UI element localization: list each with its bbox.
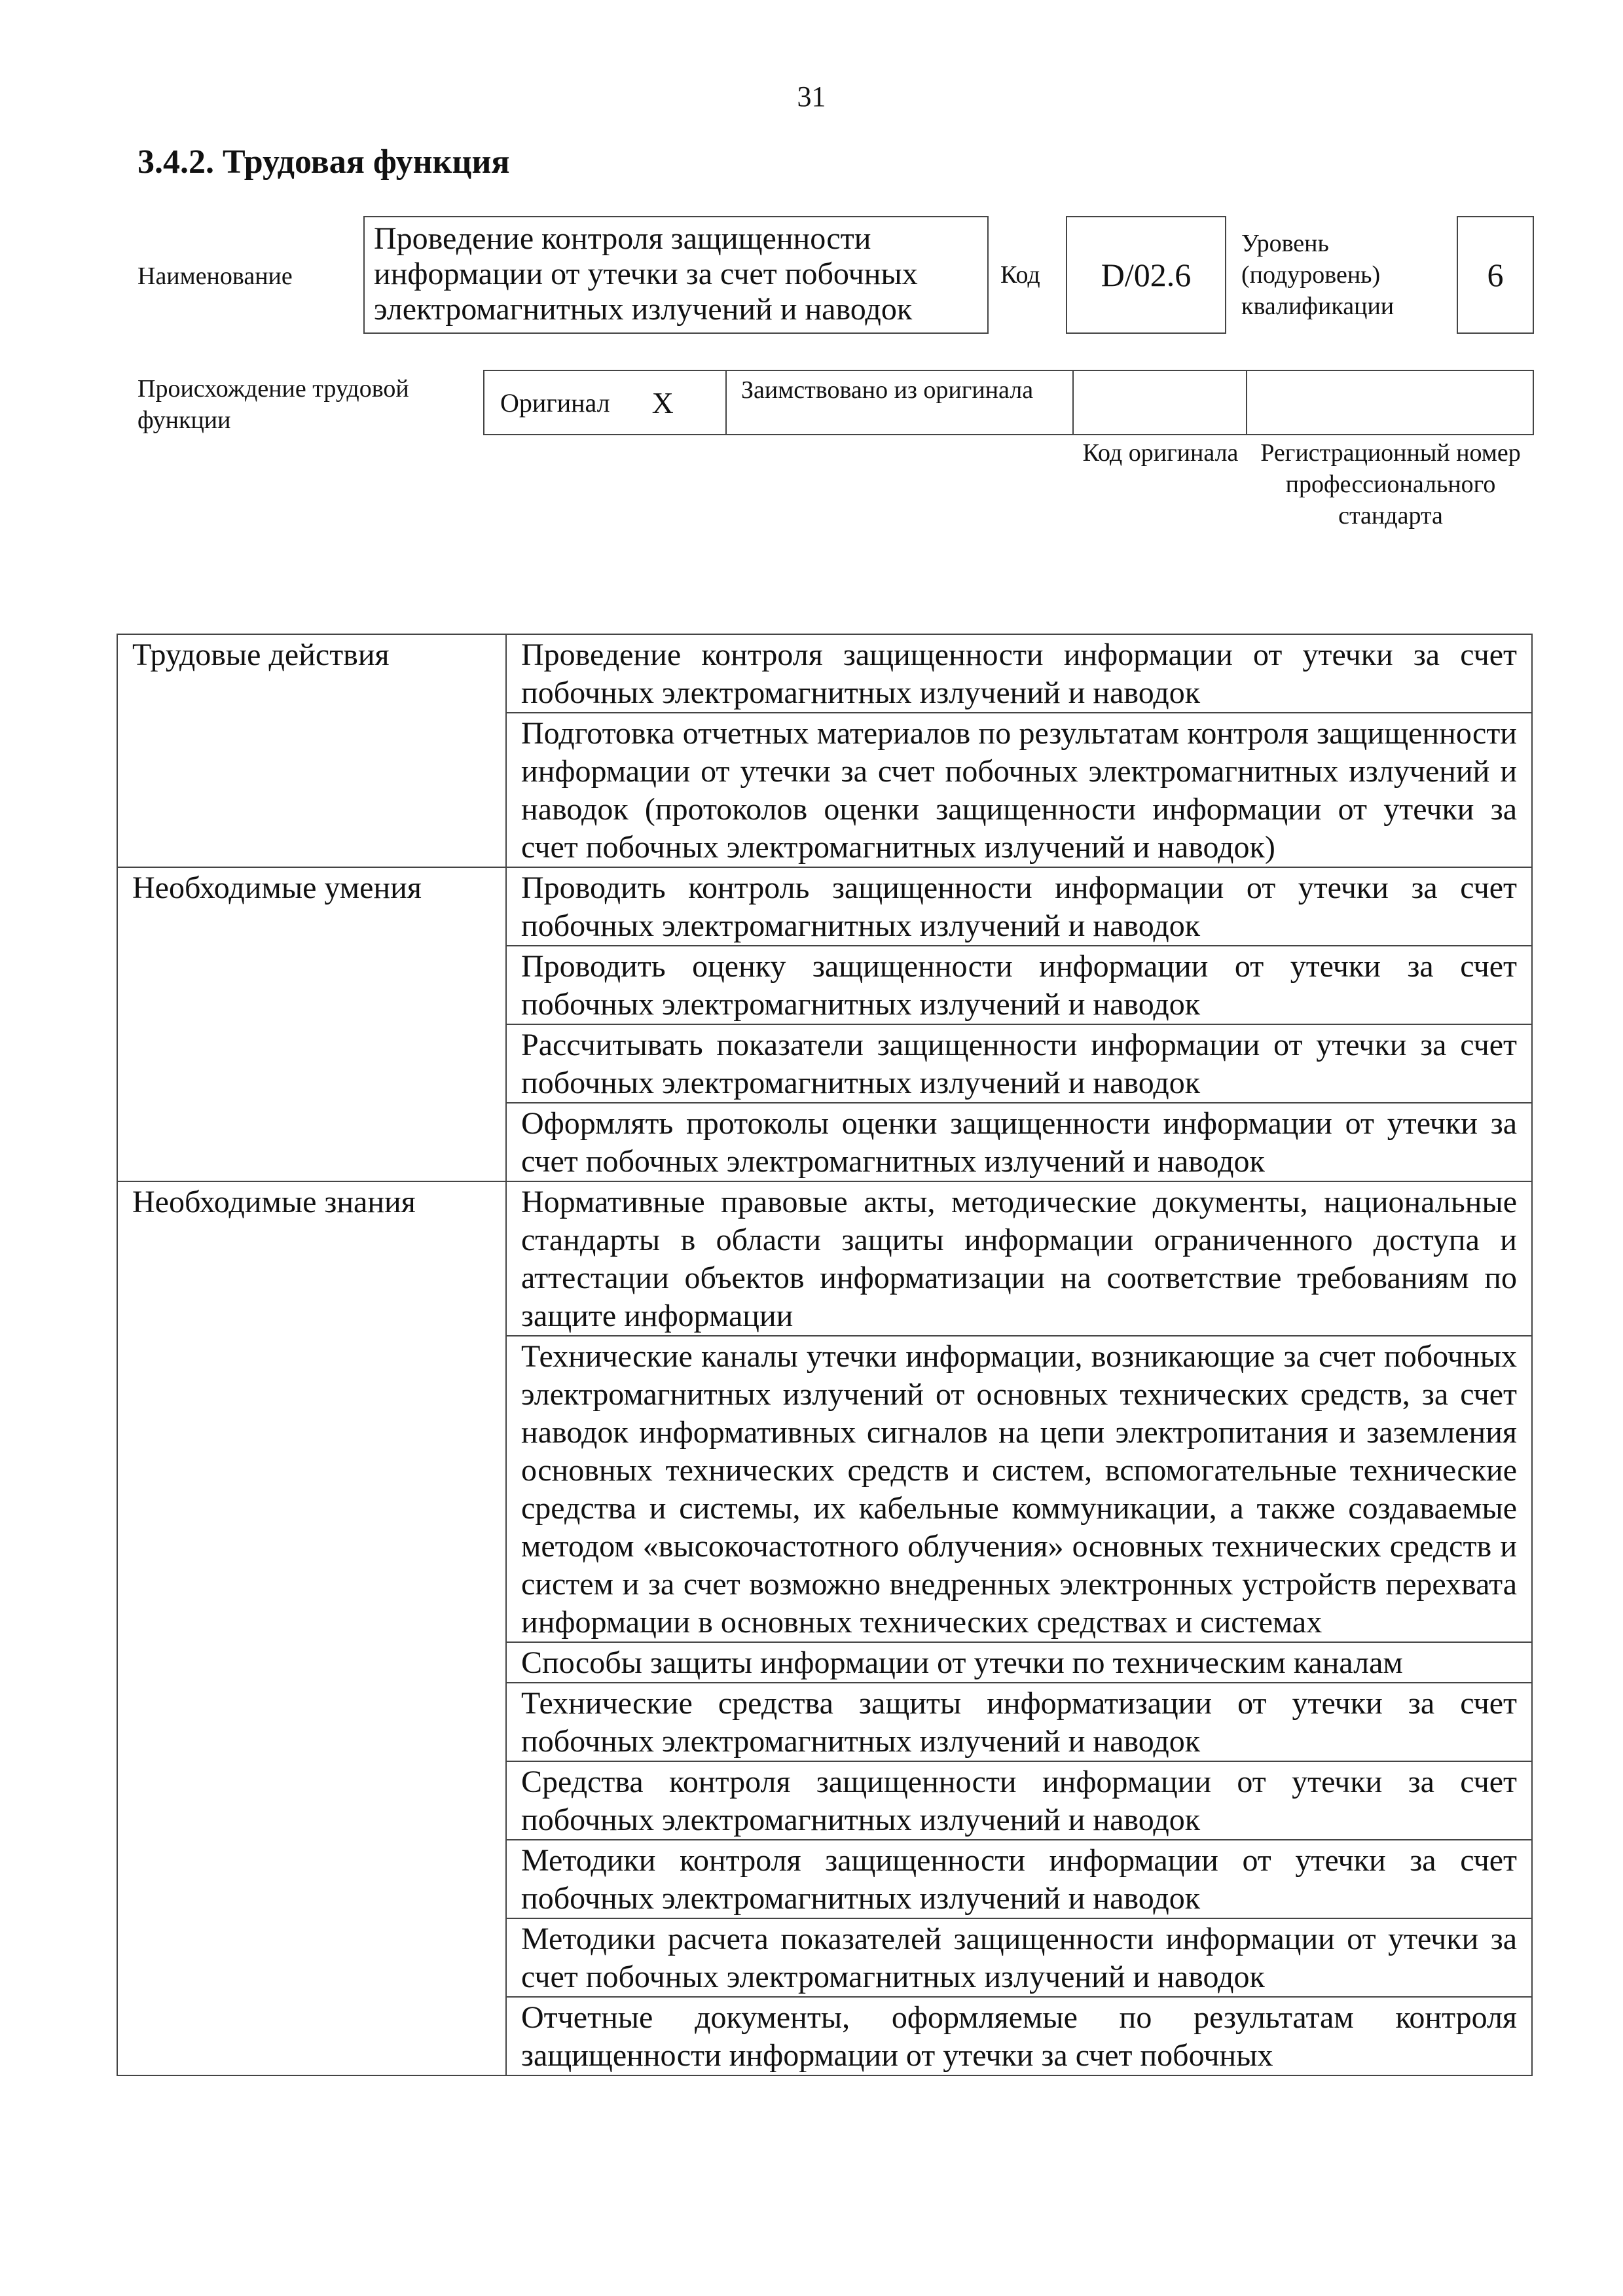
skills-label: Необходимые умения	[117, 867, 506, 1181]
table-cell: Технические средства защиты информатизации от утечки за счет побочных электромагнитных излучений и наводок	[506, 1683, 1532, 1761]
table-cell: Проведение контроля защищенности информации от утечки за счет побочных электромагнитных излучений и наводок	[506, 634, 1532, 713]
knowledge-label: Необходимые знания	[117, 1181, 506, 2075]
table-row	[117, 634, 1532, 713]
function-code-box: D/02.6	[1066, 216, 1226, 334]
table-cell: Отчетные документы, оформляемые по результатам контроля защищенности информации от утечки за счет побочных	[506, 1997, 1532, 2075]
origin-label: Происхождение трудовой функции	[137, 375, 409, 434]
table-cell: Способы защиты информации от утечки по техническим каналам	[506, 1642, 1532, 1683]
table-cell: Проводить оценку защищенности информации от утечки за счет побочных электромагнитных излучений и наводок	[506, 946, 1532, 1024]
origin-code-cell	[1074, 371, 1247, 434]
qualification-level-label: Уровень (подуровень) квалификации	[1241, 230, 1395, 320]
table-row	[117, 1181, 1532, 1336]
table-cell: Проводить контроль защищенности информации от утечки за счет побочных электромагнитных излучений и наводок	[506, 867, 1532, 946]
original-x-mark: X	[651, 386, 674, 420]
table-row	[117, 867, 1532, 946]
table-cell: Оформлять протоколы оценки защищенности информации от утечки за счет побочных электромагнитных излучений и наводок	[506, 1103, 1532, 1181]
origin-reg-caption: Регистрационный номер профессионального стандарта	[1260, 439, 1521, 529]
labor-actions-label: Трудовые действия	[117, 634, 506, 867]
origin-original-cell	[484, 371, 727, 434]
origin-borrowed-cell: Заимствовано из оригинала	[727, 371, 1074, 434]
table-cell: Нормативные правовые акты, методические документы, национальные стандарты в области защиты информации ограниченного доступа и аттестации объектов информатизации на соответствие требованиям по защите информации	[506, 1181, 1532, 1336]
origin-code-caption: Код оригинала	[1082, 439, 1239, 467]
origin-row	[483, 370, 1534, 435]
table-cell: Подготовка отчетных материалов по результатам контроля защищенности информации от утечки за счет побочных электромагнитных излучений и наводок (протоколов оценки защищенности информации от утечки за счет побочных электромагнитных излучений и наводок)	[506, 713, 1532, 867]
table-cell: Рассчитывать показатели защищенности информации от утечки за счет побочных электромагнитных излучений и наводок	[506, 1024, 1532, 1103]
origin-reg-number-cell	[1247, 371, 1533, 434]
code-label: Код	[1000, 261, 1040, 289]
table-cell: Методики контроля защищенности информации от утечки за счет побочных электромагнитных излучений и наводок	[506, 1840, 1532, 1918]
table-cell: Технические каналы утечки информации, возникающие за счет побочных электромагнитных излучений от основных технических средств, за счет наводок информативных сигналов на цепи электропитания и заземления основных технических средств и систем, вспомогательные технические средства и системы, их кабельные коммуникации, а также создаваемые методом «высокочастотного облучения» основных технических средств и систем и за счет возможно внедренных электронных устройств перехвата информации в основных технических средствах и системах	[506, 1336, 1532, 1642]
section-title: 3.4.2. Трудовая функция	[137, 143, 510, 181]
table-cell: Методики расчета показателей защищенности информации от утечки за счет побочных электромагнитных излучений и наводок	[506, 1918, 1532, 1997]
function-name-box: Проведение контроля защищенности информации от утечки за счет побочных электромагнитных излучений и наводок	[363, 216, 989, 334]
original-label: Оригинал	[500, 387, 610, 418]
qualification-level-box: 6	[1457, 216, 1534, 334]
name-label: Наименование	[137, 262, 293, 290]
labor-function-table	[117, 634, 1533, 2076]
page-number: 31	[797, 81, 826, 113]
table-cell: Средства контроля защищенности информации от утечки за счет побочных электромагнитных излучений и наводок	[506, 1761, 1532, 1840]
